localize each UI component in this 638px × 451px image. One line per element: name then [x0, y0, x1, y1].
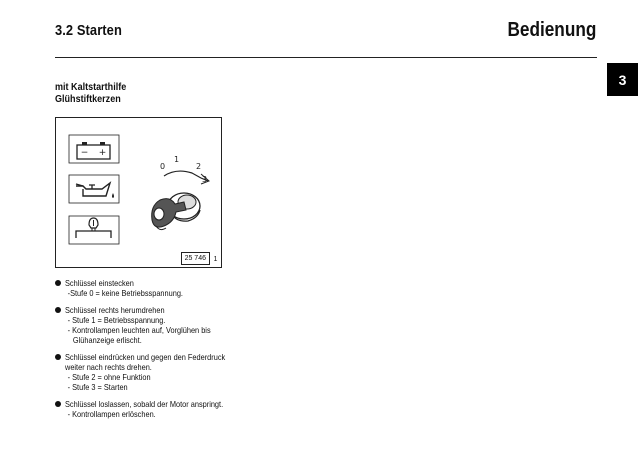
step-text: - Stufe 1 = Betriebsspannung.: [67, 315, 166, 325]
subtitle-line-1: mit Kaltstarthilfe: [55, 81, 127, 93]
chapter-title: Bedienung: [507, 19, 596, 41]
header-divider: [55, 57, 597, 58]
glow-plug-icon: [69, 216, 119, 244]
instruction-step: [55, 399, 245, 419]
bullet-icon: [55, 354, 61, 360]
figure-number: 1: [213, 256, 218, 263]
battery-icon: [69, 135, 119, 163]
switch-position-2: 2: [196, 162, 202, 171]
bullet-icon: [55, 401, 61, 407]
figure-id-label: 25 746: [181, 252, 210, 265]
battery-minus-label: −: [80, 148, 89, 158]
subtitle-line-2: Glühstiftkerzen: [55, 93, 121, 105]
switch-position-3: 3: [202, 175, 208, 184]
step-text: - Kontrollampen erlöschen.: [67, 409, 156, 419]
figure-ignition-switch: [55, 117, 222, 268]
step-text: Schlüssel rechts herumdrehen: [65, 305, 165, 315]
switch-position-0: 0: [160, 162, 166, 171]
instruction-list: [55, 278, 245, 426]
instruction-step: [55, 305, 245, 345]
battery-plus-label: +: [98, 148, 107, 158]
step-text: weiter nach rechts drehen.: [65, 362, 152, 372]
step-text: -Stufe 0 = keine Betriebsspannung.: [67, 288, 183, 298]
step-text: - Stufe 3 = Starten: [67, 382, 128, 392]
oil-pressure-icon: [69, 175, 119, 203]
switch-position-1: 1: [174, 155, 180, 164]
instruction-step: [55, 352, 245, 392]
subsection-title: [55, 81, 126, 105]
ignition-key-icon: [152, 155, 209, 230]
instruction-step: [55, 278, 245, 298]
step-text: - Kontrollampen leuchten auf, Vorglühen bis: [67, 325, 211, 335]
step-text: Schlüssel einstecken: [65, 278, 134, 288]
figure-illustration: [56, 118, 223, 269]
step-text: Schlüssel loslassen, sobald der Motor anspringt.: [65, 399, 224, 409]
chapter-tab[interactable]: 3: [607, 63, 638, 96]
step-text: Glühanzeige erlischt.: [72, 335, 142, 345]
bullet-icon: [55, 307, 61, 313]
step-text: - Stufe 2 = ohne Funktion: [67, 372, 151, 382]
section-title: 3.2 Starten: [55, 22, 122, 39]
bullet-icon: [55, 280, 61, 286]
step-text: Schlüssel eindrücken und gegen den Federdruck: [65, 352, 226, 362]
